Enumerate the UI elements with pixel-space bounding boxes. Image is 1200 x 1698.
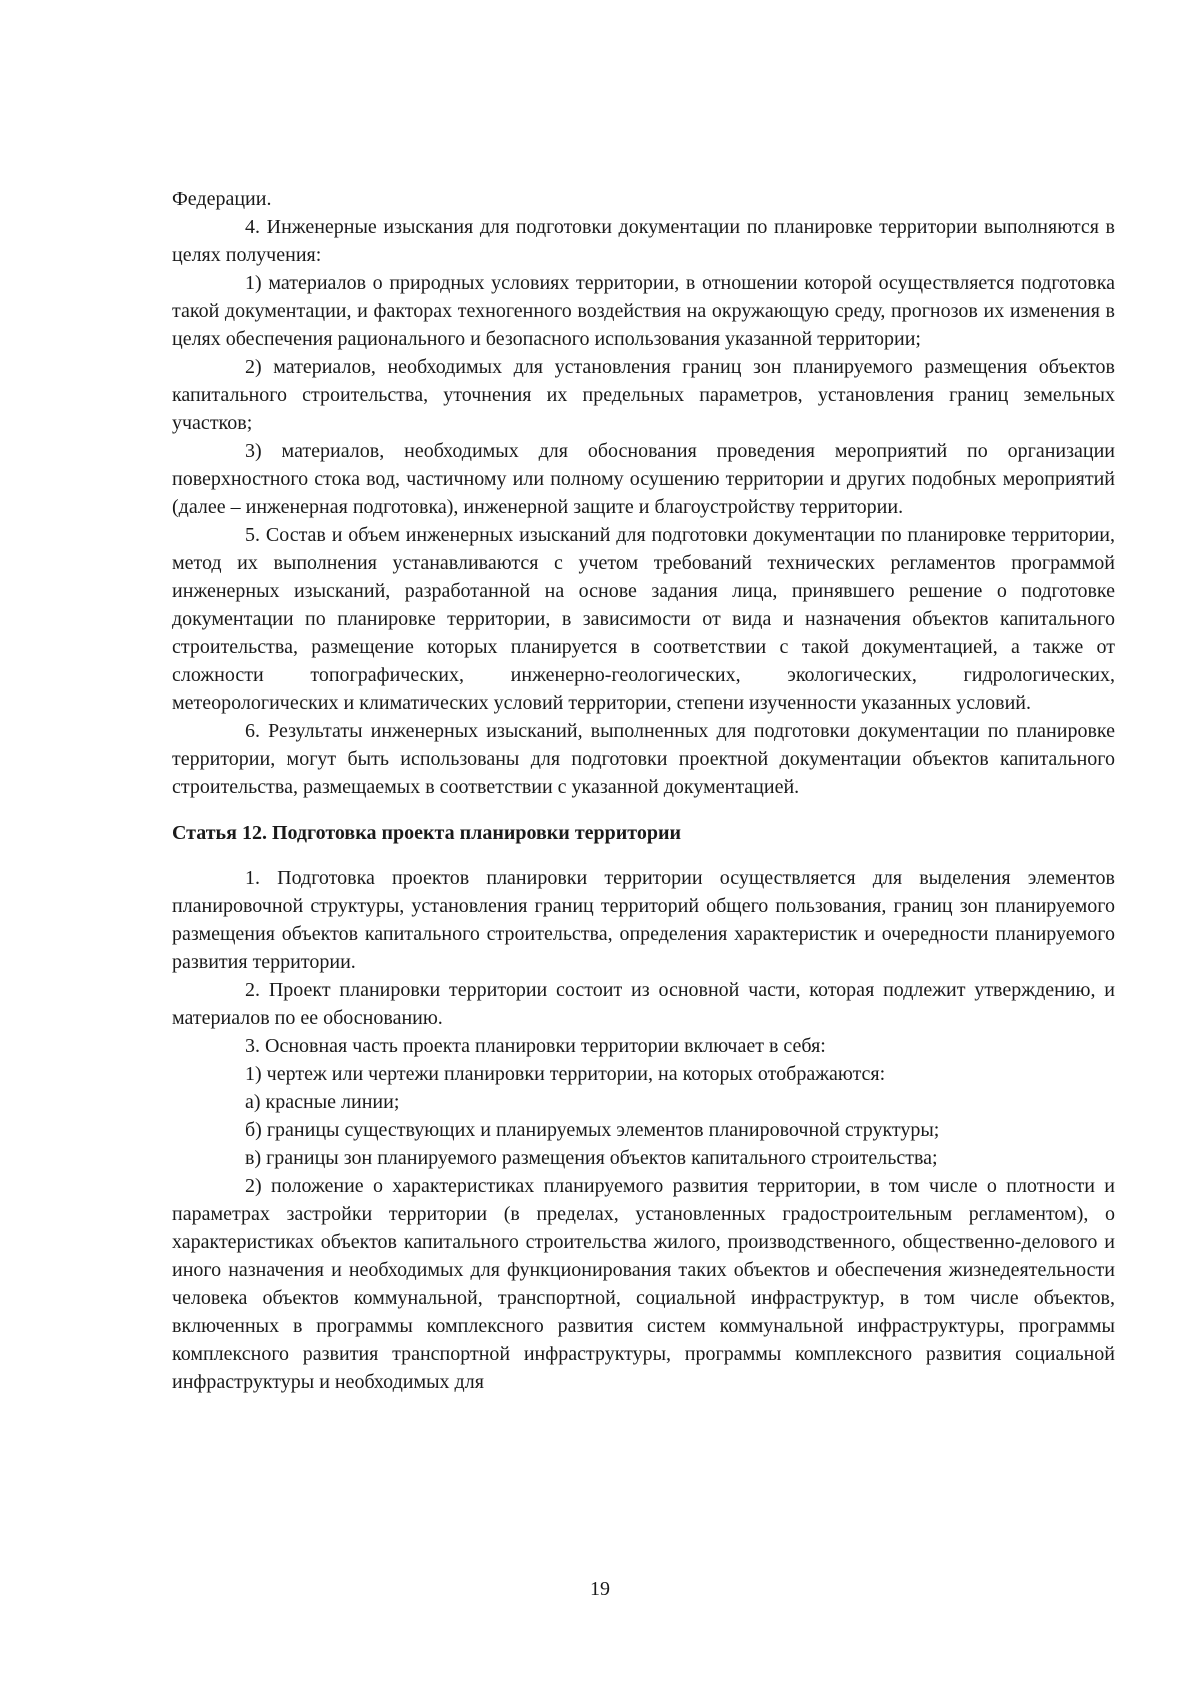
page-number: 19 — [590, 1578, 610, 1600]
paragraph-art12-item-2: 2. Проект планировки территории состоит из основной части, которая подлежит утверждению, и материалов по ее обоснованию. — [172, 979, 1115, 1029]
paragraph-subitem-3: 3) материалов, необходимых для обоснования проведения мероприятий по организации поверхностного стока вод, частичному или полному осушению территории и других подобных мероприятий (далее – инженерная подготовка), инженерной защите и благоустройству территории. — [172, 440, 1115, 518]
paragraph-subitem-2: 2) материалов, необходимых для установления границ зон планируемого размещения объектов капитального строительства, уточнения их предельных параметров, установления границ земельных участков; — [172, 356, 1115, 434]
paragraph-art12-item-3: 3. Основная часть проекта планировки территории включает в себя: — [245, 1035, 826, 1057]
paragraph-art12-subitem-b: б) границы существующих и планируемых элементов планировочной структуры; — [245, 1119, 940, 1141]
paragraph-art12-subitem-a: а) красные линии; — [245, 1091, 400, 1113]
section-title: Статья 12. Подготовка проекта планировки территории — [172, 822, 682, 844]
paragraph-item-4: 4. Инженерные изыскания для подготовки документации по планировке территории выполняются в целях получения: — [172, 216, 1115, 266]
document-page — [172, 185, 1115, 1396]
paragraph-art12-item-1: 1. Подготовка проектов планировки территории осуществляется для выделения элементов планировочной структуры, установления границ территорий общего пользования, границ зон планируемого размещения объектов капитального строительства, определения характеристик и очередности планируемого развития территории. — [172, 867, 1115, 973]
paragraph-art12-subitem-2: 2) положение о характеристиках планируемого развития территории, в том числе о плотности и параметрах застройки территории (в пределах, установленных градостроительным регламентом), о характеристиках объектов капитального строительства жилого, производственного, общественно-делового и иного назначения и необходимых для функционирования таких объектов и обеспечения жизнедеятельности человека объектов коммунальной, транспортной, социальной инфраструктур, в том числе объектов, включенных в программы комплексного развития систем коммунальной инфраструктуры, программы комплексного развития транспортной инфраструктуры, программы комплексного развития социальной инфраструктуры и необходимых для — [172, 1175, 1115, 1393]
paragraph-art12-subitem-1: 1) чертеж или чертежи планировки территории, на которых отображаются: — [245, 1063, 886, 1085]
paragraph-art12-subitem-v: в) границы зон планируемого размещения объектов капитального строительства; — [245, 1147, 938, 1169]
paragraph-item-5: 5. Состав и объем инженерных изысканий для подготовки документации по планировке территории, метод их выполнения устанавливаются с учетом требований технических регламентов программой инженерных изысканий, разработанной на основе задания лица, принявшего решение о подготовке документации по планировке территории, в зависимости от вида и назначения объектов капитального строительства, размещение которых планируется в соответствии с такой документацией, а также от сложности топографических, инженерно-геологических, экологических, гидрологических, метеорологических и климатических условий территории, степени изученности указанных условий. — [172, 524, 1115, 714]
paragraph-item-6: 6. Результаты инженерных изысканий, выполненных для подготовки документации по планировке территории, могут быть использованы для подготовки проектной документации объектов капитального строительства, размещаемых в соответствии с указанной документацией. — [172, 720, 1115, 798]
paragraph-subitem-1: 1) материалов о природных условиях территории, в отношении которой осуществляется подготовка такой документации, и факторах техногенного воздействия на окружающую среду, прогнозов их изменения в целях обеспечения рационального и безопасного использования указанной территории; — [172, 272, 1115, 350]
paragraph-continuation: Федерации. — [172, 188, 272, 210]
